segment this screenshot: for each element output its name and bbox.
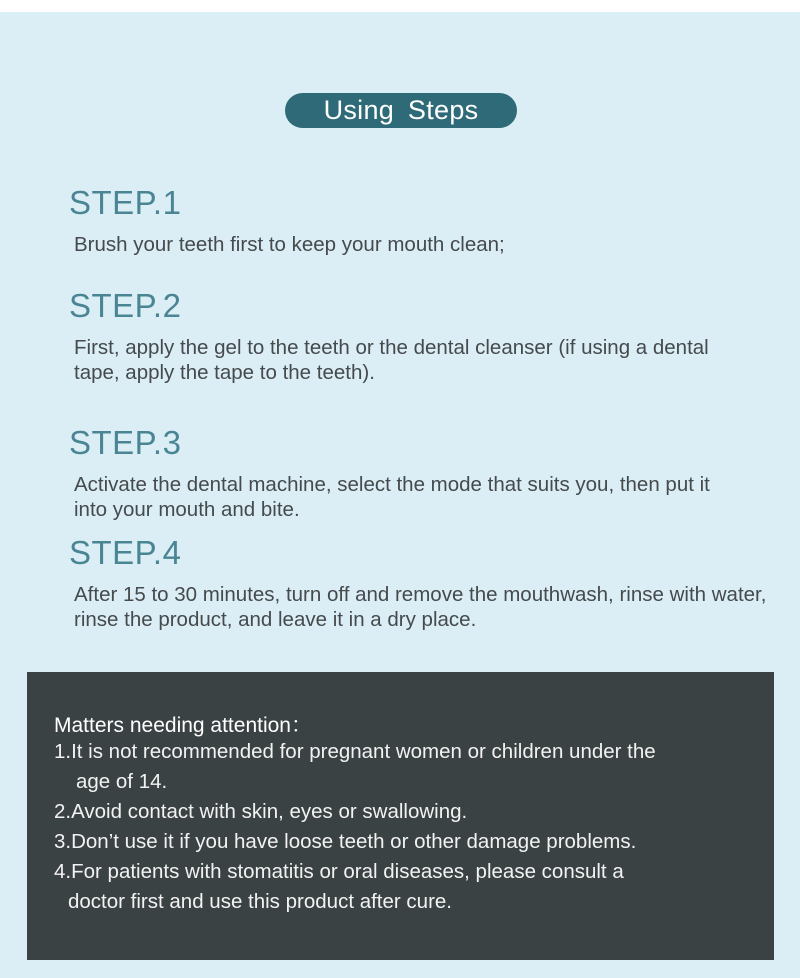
step-1-text: Brush your teeth first to keep your mouth clean; xyxy=(74,233,505,256)
attention-item-4-line-2: doctor first and use this product after cure. xyxy=(68,890,452,913)
attention-item-3 xyxy=(54,827,759,857)
attention-item-3-line-1: 3.Don’t use it if you have loose teeth or other damage problems. xyxy=(54,830,637,853)
attention-item-2 xyxy=(54,797,759,827)
attention-item-4-line-1: 4.For patients with stomatitis or oral diseases, please consult a xyxy=(54,860,624,883)
step-2-text: First, apply the gel to the teeth or the dental cleanser (if using a dental tape, apply the tape to the teeth). xyxy=(74,336,709,384)
attention-panel xyxy=(27,672,774,960)
step-4-text: After 15 to 30 minutes, turn off and remove the mouthwash, rinse with water, rinse the product, and leave it in a dry place. xyxy=(74,583,767,631)
attention-item-1-line-1: 1.It is not recommended for pregnant women or children under the xyxy=(54,740,656,763)
section-title-badge xyxy=(285,93,517,128)
top-strip xyxy=(0,0,800,12)
section-title: Using Steps xyxy=(323,95,479,125)
attention-item-4 xyxy=(54,857,759,917)
attention-title: Matters needing attention： xyxy=(54,714,312,737)
step-2-title: STEP.2 xyxy=(69,287,182,324)
step-4-title: STEP.4 xyxy=(69,534,182,571)
step-1-title: STEP.1 xyxy=(69,184,182,221)
attention-item-1-line-2: age of 14. xyxy=(76,770,168,793)
attention-item-2-line-1: 2.Avoid contact with skin, eyes or swallowing. xyxy=(54,800,468,823)
step-3-text: Activate the dental machine, select the mode that suits you, then put it into your mouth and bite. xyxy=(74,473,710,521)
attention-item-1 xyxy=(54,737,759,797)
step-3-title: STEP.3 xyxy=(69,424,182,461)
